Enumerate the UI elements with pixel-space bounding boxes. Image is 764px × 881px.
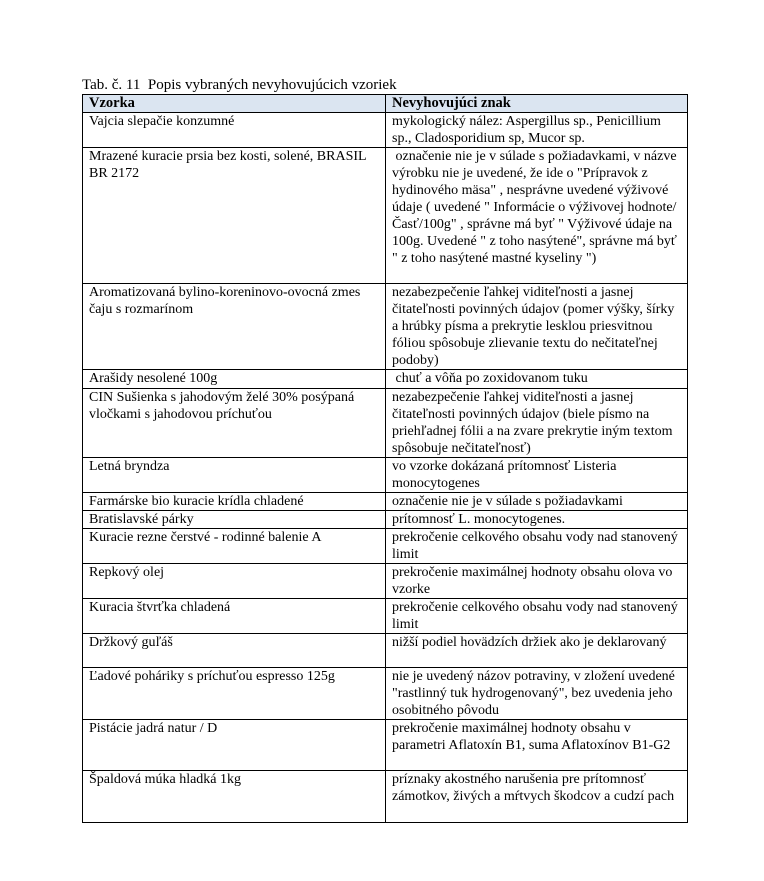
table-row [83, 529, 688, 564]
table-row [83, 668, 688, 720]
defect-cell: prekročenie celkového obsahu vody nad stanovený limit [386, 529, 688, 564]
sample-cell: Kuracia štvrťka chladená [83, 599, 386, 634]
defect-cell: označenie nie je v súlade s požiadavkami [386, 493, 688, 511]
defect-cell: nezabezpečenie ľahkej viditeľnosti a jasnej čitateľnosti povinných údajov (pomer výšky, šírky a hrúbky písma a prekrytie lesklou priesvitnou fóliou spôsobuje zlievanie textu do nečitateľnej podoby) [386, 284, 688, 370]
defect-cell: vo vzorke dokázaná prítomnosť Listeria monocytogenes [386, 458, 688, 493]
sample-cell: Repkový olej [83, 564, 386, 599]
nonconforming-samples-table [82, 94, 688, 823]
sample-cell: Letná bryndza [83, 458, 386, 493]
defect-cell: nižší podiel hovädzích držiek ako je deklarovaný [386, 634, 688, 668]
defect-cell: označenie nie je v súlade s požiadavkami, v názve výrobku nie je uvedené, že ide o "Prípravok z hydinového mäsa" , nesprávne uvedené výživové údaje ( uvedené " Informácie o výživovej hodnote/Časť/100g" , správne má byť " Výživové údaje na 100g. Uvedené " z toho nasýtené", správne má byť " z toho nasýtené mastné kyseliny ") [386, 148, 688, 284]
defect-cell: chuť a vôňa po zoxidovanom tuku [386, 370, 688, 389]
table-row [83, 370, 688, 389]
defect-cell: mykologický nález: Aspergillus sp., Penicillium sp., Cladosporidium sp, Mucor sp. [386, 113, 688, 148]
table-row [83, 284, 688, 370]
table-row [83, 493, 688, 511]
sample-cell: CIN Sušienka s jahodovým želé 30% posýpaná vločkami s jahodovou príchuťou [83, 389, 386, 458]
defect-cell: nie je uvedený názov potraviny, v zložení uvedené "rastlinný tuk hydrogenovaný", bez uvedenia jeho osobitného pôvodu [386, 668, 688, 720]
table-row [83, 389, 688, 458]
table-row [83, 564, 688, 599]
table-row [83, 599, 688, 634]
sample-cell: Kuracie rezne čerstvé - rodinné balenie A [83, 529, 386, 564]
defect-cell: prekročenie maximálnej hodnoty obsahu olova vo vzorke [386, 564, 688, 599]
column-header-sample: Vzorka [83, 95, 386, 113]
defect-cell: nezabezpečenie ľahkej viditeľnosti a jasnej čitateľnosti povinných údajov (biele písmo na priehľadnej fólii a na zvare prekrytie iným textom spôsobuje nečitateľnosť) [386, 389, 688, 458]
table-header-row [83, 95, 688, 113]
sample-cell: Držkový guľáš [83, 634, 386, 668]
table-row [83, 634, 688, 668]
table-row [83, 720, 688, 771]
sample-cell: Bratislavské párky [83, 511, 386, 529]
sample-cell: Mrazené kuracie prsia bez kosti, solené, BRASIL BR 2172 [83, 148, 386, 284]
table-row [83, 113, 688, 148]
sample-cell: Ľadové poháriky s príchuťou espresso 125g [83, 668, 386, 720]
table-caption: Tab. č. 11 Popis vybraných nevyhovujúcich vzoriek [82, 77, 397, 93]
sample-cell: Špaldová múka hladká 1kg [83, 771, 386, 823]
table-row [83, 148, 688, 284]
sample-cell: Vajcia slepačie konzumné [83, 113, 386, 148]
defect-cell: príznaky akostného narušenia pre prítomnosť zámotkov, živých a mŕtvych škodcov a cudzí pach [386, 771, 688, 823]
sample-cell: Arašidy nesolené 100g [83, 370, 386, 389]
table-row [83, 511, 688, 529]
sample-cell: Farmárske bio kuracie krídla chladené [83, 493, 386, 511]
defect-cell: prekročenie maximálnej hodnoty obsahu v parametri Aflatoxín B1, suma Aflatoxínov B1-G2 [386, 720, 688, 771]
column-header-defect: Nevyhovujúci znak [386, 95, 688, 113]
sample-cell: Aromatizovaná bylino-koreninovo-ovocná zmes čaju s rozmarínom [83, 284, 386, 370]
sample-cell: Pistácie jadrá natur / D [83, 720, 386, 771]
table-row [83, 771, 688, 823]
table-row [83, 458, 688, 493]
defect-cell: prítomnosť L. monocytogenes. [386, 511, 688, 529]
defect-cell: prekročenie celkového obsahu vody nad stanovený limit [386, 599, 688, 634]
